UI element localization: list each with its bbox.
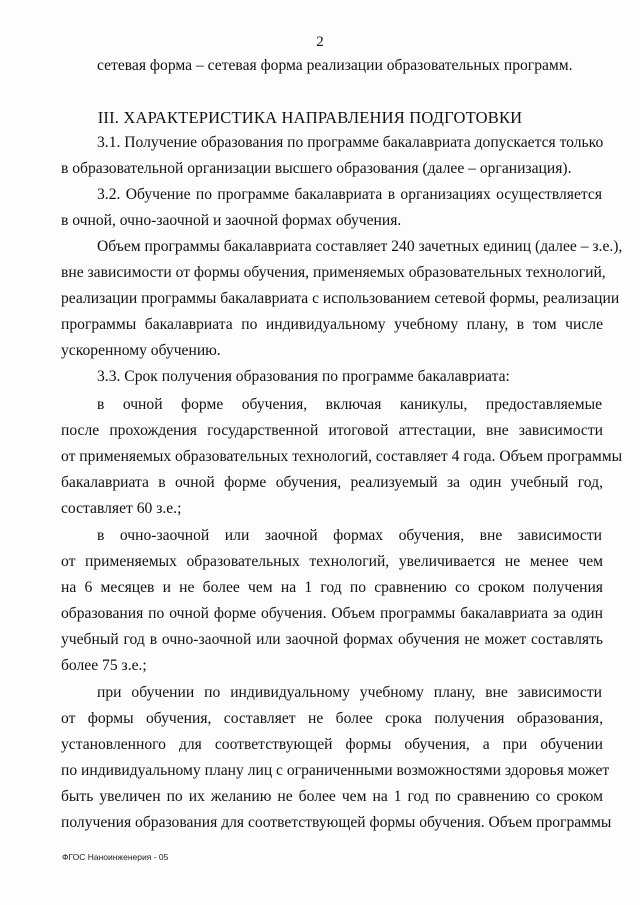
- text-line: бакалавриата в очной форме обучения, реализуемый за один учебный год,: [61, 474, 603, 491]
- text-line: вне зависимости от формы обучения, применяемых образовательных технологий,: [61, 264, 606, 281]
- text-line: 3.1. Получение образования по программе бакалавриата допускается только: [97, 134, 604, 151]
- text-line: от применяемых образовательных технологий, составляет 4 года. Объем программы: [61, 448, 623, 465]
- text-line: в очно-заочной или заочной формах обучения, вне зависимости: [97, 527, 602, 544]
- text-line: установленного для соответствующей формы обучения, а при обучении: [61, 736, 603, 753]
- text-line: более 75 з.е.;: [61, 657, 147, 674]
- text-line: 3.3. Срок получения образования по программе бакалавриата:: [97, 368, 510, 385]
- text-line: сетевая форма – сетевая форма реализации образовательных программ.: [97, 57, 573, 74]
- text-line: учебный год в очно-заочной или заочной формах обучения не может составлять: [61, 631, 603, 648]
- text-line: программы бакалавриата по индивидуальному учебному плану, в том числе: [61, 316, 603, 333]
- text-line: быть увеличен по их желанию не более чем на 1 год по сравнению со сроком: [61, 788, 603, 805]
- text-line: на 6 месяцев и не более чем на 1 год по сравнению со сроком получения: [61, 579, 603, 596]
- text-line: составляет 60 з.е.;: [61, 500, 182, 517]
- text-line: 3.2. Обучение по программе бакалавриата в организациях осуществляется: [97, 186, 602, 203]
- text-line: при обучении по индивидуальному учебному плану, вне зависимости: [97, 684, 602, 701]
- text-line: в очной форме обучения, включая каникулы, предоставляемые: [97, 396, 602, 413]
- text-line: реализации программы бакалавриата с использованием сетевой формы, реализации: [61, 290, 620, 307]
- text-line: образования по очной форме обучения. Объем программы бакалавриата за один: [61, 605, 603, 622]
- text-line: в образовательной организации высшего образования (далее – организация).: [61, 160, 572, 177]
- text-line: получения образования для соответствующей формы обучения. Объем программы: [61, 814, 612, 831]
- section-heading: III. ХАРАКТЕРИСТИКА НАПРАВЛЕНИЯ ПОДГОТОВКИ: [97, 108, 523, 127]
- text-line: в очной, очно-заочной и заочной формах обучения.: [61, 212, 402, 229]
- text-line: Объем программы бакалавриата составляет 240 зачетных единиц (далее – з.е.),: [97, 238, 623, 255]
- text-line: после прохождения государственной итоговой аттестации, вне зависимости: [61, 422, 603, 439]
- text-line: по индивидуальному плану лиц с ограниченными возможностями здоровья может: [61, 762, 610, 779]
- text-line: от формы обучения, составляет не более срока получения образования,: [61, 710, 603, 727]
- text-line: ускоренному обучению.: [61, 342, 221, 359]
- footer-note: ФГОС Наноинженерия - 05: [62, 852, 169, 862]
- text-line: от применяемых образовательных технологий, увеличивается не менее чем: [61, 553, 603, 570]
- page-number: 2: [316, 34, 324, 50]
